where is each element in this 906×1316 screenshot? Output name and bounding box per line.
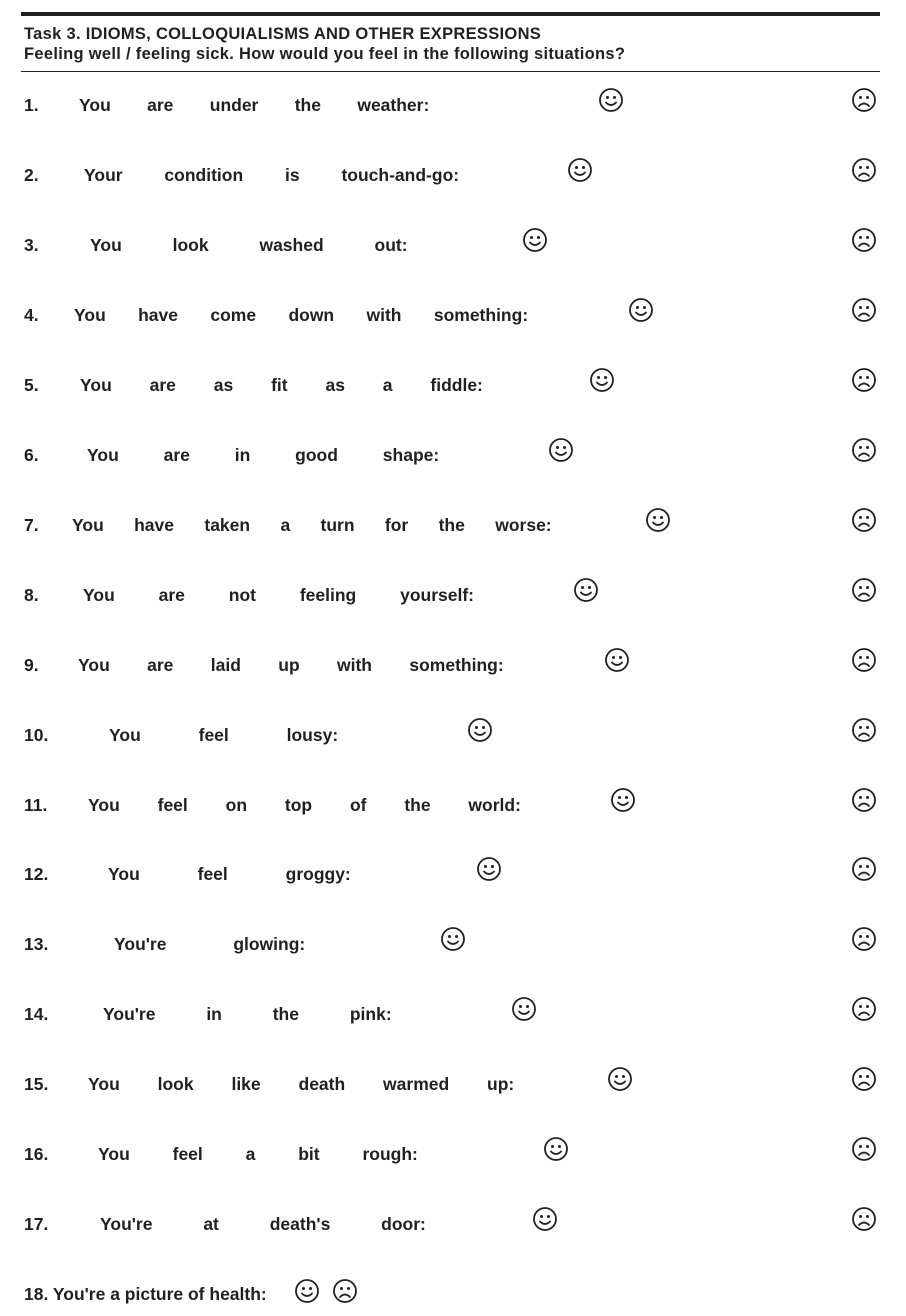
- item-text: You feel a bit rough:: [98, 1144, 418, 1164]
- list-item: [0, 581, 906, 621]
- frowning-face-icon[interactable]: [851, 577, 877, 603]
- list-item: [0, 791, 906, 831]
- item-text: You are laid up with something:: [78, 655, 504, 675]
- frowning-face-icon[interactable]: [851, 367, 877, 393]
- item-number: 18.: [24, 1284, 49, 1304]
- smiley-face-icon[interactable]: [548, 437, 574, 463]
- item-text: You are under the weather:: [79, 95, 430, 115]
- item-number: 4.: [24, 305, 39, 325]
- item-number: 14.: [24, 1004, 49, 1024]
- list-item: [0, 231, 906, 271]
- item-text: You're glowing:: [114, 934, 306, 954]
- item-text: You feel groggy:: [108, 864, 351, 884]
- item-text: You feel lousy:: [109, 725, 339, 745]
- frowning-face-icon[interactable]: [851, 856, 877, 882]
- smiley-face-icon[interactable]: [607, 1066, 633, 1092]
- list-item: [0, 301, 906, 341]
- list-item: [0, 1000, 906, 1040]
- item-text: You look washed out:: [90, 235, 408, 255]
- list-item: [0, 161, 906, 201]
- smiley-face-icon[interactable]: [532, 1206, 558, 1232]
- item-text: You're at death's door:: [100, 1214, 426, 1234]
- list-item: [0, 721, 906, 761]
- frowning-face-icon[interactable]: [851, 996, 877, 1022]
- frowning-face-icon[interactable]: [851, 926, 877, 952]
- item-number: 7.: [24, 515, 39, 535]
- item-phrase: [24, 1280, 267, 1308]
- frowning-face-icon[interactable]: [851, 297, 877, 323]
- frowning-face-icon[interactable]: [851, 647, 877, 673]
- item-text: You're a picture of health:: [52, 1284, 267, 1304]
- item-number: 5.: [24, 375, 39, 395]
- list-item: [0, 441, 906, 481]
- item-number: 13.: [24, 934, 49, 954]
- list-item: [0, 930, 906, 970]
- task-title: Task 3. IDIOMS, COLLOQUIALISMS AND OTHER EXPRESSIONS: [24, 25, 542, 43]
- list-item: [24, 1280, 524, 1312]
- frowning-face-icon[interactable]: [851, 87, 877, 113]
- item-text: You look like death warmed up:: [88, 1074, 515, 1094]
- item-number: 9.: [24, 655, 39, 675]
- frowning-face-icon[interactable]: [851, 507, 877, 533]
- list-item: [0, 860, 906, 900]
- item-text: You feel on top of the world:: [88, 795, 521, 815]
- item-text: You are as fit as a fiddle:: [80, 375, 483, 395]
- item-number: 3.: [24, 235, 39, 255]
- list-item: [0, 1210, 906, 1250]
- item-number: 1.: [24, 95, 39, 115]
- item-text: You have taken a turn for the worse:: [72, 515, 552, 535]
- smiley-face-icon[interactable]: [476, 856, 502, 882]
- item-text: You have come down with something:: [74, 305, 529, 325]
- item-number: 17.: [24, 1214, 49, 1234]
- frowning-face-icon[interactable]: [851, 717, 877, 743]
- smiley-face-icon[interactable]: [645, 507, 671, 533]
- smiley-face-icon[interactable]: [604, 647, 630, 673]
- smiley-face-icon[interactable]: [511, 996, 537, 1022]
- smiley-face-icon[interactable]: [573, 577, 599, 603]
- smiley-face-icon[interactable]: [294, 1278, 320, 1304]
- frowning-face-icon[interactable]: [851, 1136, 877, 1162]
- list-item: [0, 1070, 906, 1110]
- item-text: You're in the pink:: [103, 1004, 392, 1024]
- smiley-face-icon[interactable]: [440, 926, 466, 952]
- item-text: You are not feeling yourself:: [83, 585, 474, 605]
- frowning-face-icon[interactable]: [851, 1206, 877, 1232]
- smiley-face-icon[interactable]: [589, 367, 615, 393]
- frowning-face-icon[interactable]: [332, 1278, 358, 1304]
- item-number: 11.: [24, 795, 48, 815]
- item-number: 10.: [24, 725, 49, 745]
- list-item: [0, 371, 906, 411]
- smiley-face-icon[interactable]: [543, 1136, 569, 1162]
- item-number: 15.: [24, 1074, 49, 1094]
- smiley-face-icon[interactable]: [467, 717, 493, 743]
- item-number: 12.: [24, 864, 49, 884]
- smiley-face-icon[interactable]: [598, 87, 624, 113]
- task-instructions: Feeling well / feeling sick. How would you feel in the following situations?: [24, 45, 626, 63]
- item-text: Your condition is touch-and-go:: [84, 165, 460, 185]
- list-item: [0, 1140, 906, 1180]
- item-number: 8.: [24, 585, 39, 605]
- frowning-face-icon[interactable]: [851, 437, 877, 463]
- smiley-face-icon[interactable]: [628, 297, 654, 323]
- item-number: 16.: [24, 1144, 49, 1164]
- frowning-face-icon[interactable]: [851, 1066, 877, 1092]
- smiley-face-icon[interactable]: [522, 227, 548, 253]
- list-item: [0, 651, 906, 691]
- frowning-face-icon[interactable]: [851, 787, 877, 813]
- frowning-face-icon[interactable]: [851, 227, 877, 253]
- list-item: [0, 91, 906, 131]
- item-number: 6.: [24, 445, 39, 465]
- header-divider: [21, 71, 880, 72]
- item-text: You are in good shape:: [87, 445, 440, 465]
- top-rule: [21, 12, 880, 16]
- smiley-face-icon[interactable]: [567, 157, 593, 183]
- list-item: [0, 511, 906, 551]
- frowning-face-icon[interactable]: [851, 157, 877, 183]
- item-number: 2.: [24, 165, 39, 185]
- smiley-face-icon[interactable]: [610, 787, 636, 813]
